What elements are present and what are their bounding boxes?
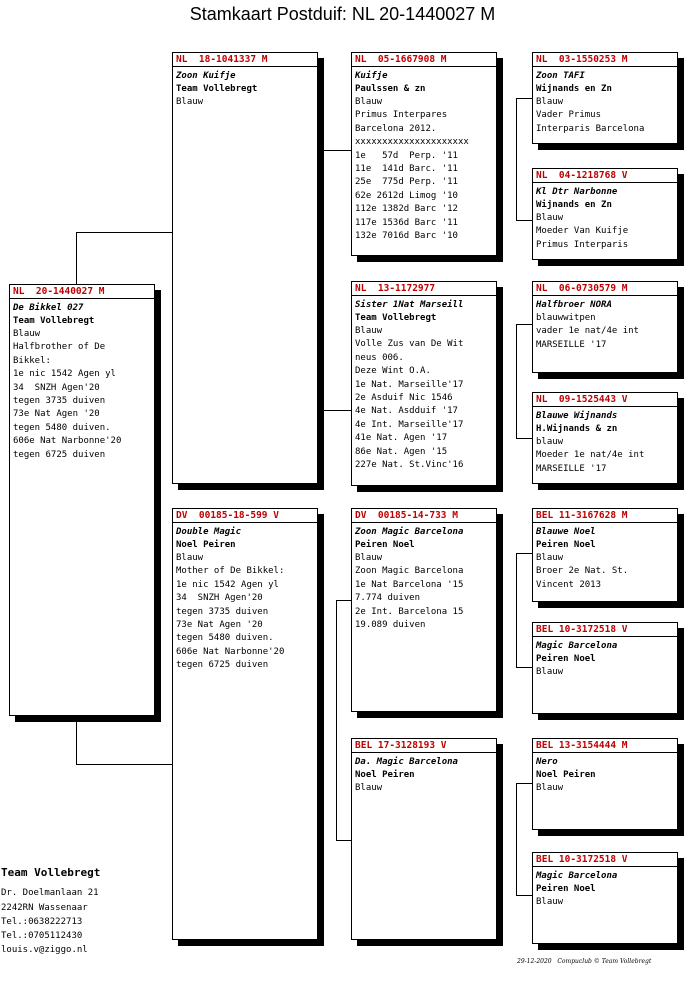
- detail-line: Interparis Barcelona: [536, 123, 645, 134]
- pigeon-card-sss[interactable]: [532, 52, 678, 144]
- detail-line: MARSEILLE '17: [536, 463, 607, 474]
- detail-line: 34 SNZH Agen'20: [13, 382, 100, 393]
- detail-line: Zoon Magic Barcelona: [355, 566, 464, 577]
- detail-line: 7.774 duiven: [355, 593, 421, 604]
- detail-line: 1e Nat Barcelona '15: [355, 579, 464, 590]
- ring-number: BEL 13-3154444 M: [533, 739, 677, 753]
- detail-line: Primus Interparis: [536, 239, 629, 250]
- pigeon-name: Blauwe Noel: [536, 527, 596, 537]
- detail-line: Blauw: [536, 553, 564, 563]
- pigeon-card-dam[interactable]: [172, 508, 318, 940]
- breeder: Team Vollebregt: [13, 316, 95, 326]
- pigeon-card-sire-sire[interactable]: [351, 52, 497, 256]
- pigeon-name: Sister 1Nat Marseill: [355, 300, 464, 310]
- detail-line: Blauw: [355, 326, 383, 336]
- detail-line: 606e Nat Narbonne'20: [176, 646, 285, 657]
- detail-line: Blauw: [355, 553, 383, 563]
- ring-number: NL 06-0730579 M: [533, 282, 677, 296]
- detail-line: Blauw: [176, 97, 204, 107]
- detail-line: 2e Int. Barcelona 15: [355, 606, 464, 617]
- owner-phone-1: Tel.:0638222713: [1, 917, 83, 927]
- detail-line: xxxxxxxxxxxxxxxxxxxxx: [355, 137, 469, 148]
- ring-number: BEL 17-3128193 V: [352, 739, 496, 753]
- owner-address: Dr. Doelmanlaan 21: [1, 888, 99, 898]
- pigeon-name: Magic Barcelona: [536, 641, 618, 651]
- ring-number: NL 04-1218768 V: [533, 169, 677, 183]
- detail-line: Primus Interpares: [355, 110, 448, 121]
- owner-postal: 2242RN Wassenaar: [1, 903, 88, 913]
- pigeon-name: Kuifje: [355, 71, 388, 81]
- breeder: Peiren Noel: [536, 654, 596, 664]
- detail-line: Blauw: [355, 97, 383, 107]
- pigeon-name: Double Magic: [176, 527, 242, 537]
- pigeon-card-subject[interactable]: [9, 284, 155, 716]
- detail-line: MARSEILLE '17: [536, 339, 607, 350]
- breeder: Wijnands en Zn: [536, 200, 612, 210]
- detail-line: Volle Zus van De Wit: [355, 339, 464, 350]
- detail-line: Blauw: [536, 97, 564, 107]
- detail-line: 1e 57d Perp. '11: [355, 150, 458, 161]
- detail-line: Vader Primus: [536, 110, 602, 121]
- ring-number: NL 20-1440027 M: [10, 285, 154, 299]
- breeder: Noel Peiren: [536, 770, 596, 780]
- detail-line: neus 006.: [355, 352, 404, 363]
- breeder: Wijnands en Zn: [536, 84, 612, 94]
- detail-line: 112e 1382d Barc '12: [355, 204, 458, 215]
- detail-line: Halfbrother of De: [13, 342, 106, 353]
- detail-line: Blauw: [536, 213, 564, 223]
- detail-line: 62e 2612d Limog '10: [355, 190, 458, 201]
- detail-line: vader 1e nat/4e int: [536, 326, 639, 337]
- detail-line: 606e Nat Narbonne'20: [13, 436, 122, 447]
- pigeon-name: Kl Dtr Narbonne: [536, 187, 618, 197]
- ring-number: NL 18-1041337 M: [173, 53, 317, 67]
- pigeon-card-dsd[interactable]: [532, 622, 678, 714]
- detail-line: Bikkel:: [13, 355, 51, 366]
- detail-line: 117e 1536d Barc '11: [355, 217, 458, 228]
- detail-line: tegen 5480 duiven.: [176, 633, 274, 644]
- detail-line: Blauw: [176, 553, 204, 563]
- detail-line: blauwwitpen: [536, 313, 596, 323]
- detail-line: 34 SNZH Agen'20: [176, 593, 263, 604]
- owner-phone-2: Tel.:0705112430: [1, 931, 83, 941]
- owner-name: Team Vollebregt: [1, 866, 101, 879]
- detail-line: 1e nic 1542 Agen yl: [13, 369, 116, 380]
- pigeon-name: Nero: [536, 757, 558, 767]
- pigeon-card-ssd[interactable]: [532, 168, 678, 260]
- detail-line: 1e nic 1542 Agen yl: [176, 579, 279, 590]
- detail-line: Blauw: [355, 783, 383, 793]
- detail-line: 25e 775d Perp. '11: [355, 177, 458, 188]
- pigeon-name: Magic Barcelona: [536, 871, 618, 881]
- detail-line: Broer 2e Nat. St.: [536, 566, 629, 577]
- ring-number: NL 05-1667908 M: [352, 53, 496, 67]
- detail-line: Deze Wint O.A.: [355, 366, 431, 377]
- ring-number: NL 13-1172977: [352, 282, 496, 296]
- breeder: H.Wijnands & zn: [536, 424, 618, 434]
- breeder: Peiren Noel: [536, 884, 596, 894]
- breeder: Noel Peiren: [355, 770, 415, 780]
- pigeon-card-sds[interactable]: [532, 281, 678, 373]
- detail-line: blauw: [536, 437, 564, 447]
- pigeon-card-dss[interactable]: [532, 508, 678, 602]
- pigeon-card-dam-sire[interactable]: [351, 508, 497, 712]
- ring-number: BEL 10-3172518 V: [533, 623, 677, 637]
- detail-line: 73e Nat Agen '20: [176, 620, 263, 631]
- detail-line: 11e 141d Barc. '11: [355, 164, 458, 175]
- pigeon-card-ddd[interactable]: [532, 852, 678, 944]
- pigeon-name: Blauwe Wijnands: [536, 411, 618, 421]
- footnote: 29-12-2020 Compuclub © Team Vollebregt: [517, 958, 652, 965]
- breeder: Peiren Noel: [536, 540, 596, 550]
- detail-line: 19.089 duiven: [355, 620, 426, 631]
- detail-line: 86e Nat. Agen '15: [355, 446, 448, 457]
- pigeon-name: Zoon Magic Barcelona: [355, 527, 464, 537]
- detail-line: 227e Nat. St.Vinc'16: [355, 460, 464, 471]
- pigeon-name: De Bikkel 027: [13, 303, 84, 313]
- detail-line: tegen 5480 duiven.: [13, 422, 111, 433]
- pigeon-card-dds[interactable]: [532, 738, 678, 830]
- detail-line: 132e 7016d Barc '10: [355, 231, 458, 242]
- detail-line: Mother of De Bikkel:: [176, 566, 285, 577]
- page-title: Stamkaart Postduif: NL 20-1440027 M: [189, 4, 496, 24]
- pigeon-card-sire-dam[interactable]: [351, 281, 497, 486]
- detail-line: tegen 6725 duiven: [176, 660, 269, 671]
- detail-line: tegen 6725 duiven: [13, 449, 106, 460]
- detail-line: Moeder 1e nat/4e int: [536, 450, 645, 461]
- breeder: Peiren Noel: [355, 540, 415, 550]
- pigeon-card-sire[interactable]: [172, 52, 318, 484]
- detail-line: Vincent 2013: [536, 579, 602, 590]
- pigeon-card-dam-dam[interactable]: [351, 738, 497, 940]
- detail-line: Moeder Van Kuifje: [536, 226, 629, 237]
- detail-line: Blauw: [536, 667, 564, 677]
- detail-line: tegen 3735 duiven: [13, 396, 106, 407]
- ring-number: BEL 11-3167628 M: [533, 509, 677, 523]
- detail-line: 2e Asduif Nic 1546: [355, 393, 453, 404]
- detail-line: Blauw: [13, 329, 41, 339]
- owner-email[interactable]: louis.v@ziggo.nl: [1, 945, 88, 955]
- ring-number: NL 09-1525443 V: [533, 393, 677, 407]
- ring-number: DV 00185-14-733 M: [352, 509, 496, 523]
- pigeon-name: Da. Magic Barcelona: [355, 757, 458, 767]
- detail-line: Blauw: [536, 783, 564, 793]
- pigeon-name: Halfbroer NORA: [536, 300, 612, 310]
- detail-line: Blauw: [536, 897, 564, 907]
- detail-line: 1e Nat. Marseille'17: [355, 379, 464, 390]
- breeder: Paulssen & zn: [355, 84, 426, 94]
- ring-number: DV 00185-18-599 V: [173, 509, 317, 523]
- breeder: Noel Peiren: [176, 540, 236, 550]
- pigeon-card-sdd[interactable]: [532, 392, 678, 484]
- pigeon-name: Zoon Kuifje: [176, 71, 236, 81]
- detail-line: tegen 3735 duiven: [176, 606, 269, 617]
- breeder: Team Vollebregt: [355, 313, 437, 323]
- pigeon-name: Zoon TAFI: [536, 71, 585, 81]
- detail-line: 4e Int. Marseille'17: [355, 419, 464, 430]
- detail-line: 4e Nat. Asdduif '17: [355, 406, 458, 417]
- ring-number: NL 03-1550253 M: [533, 53, 677, 67]
- detail-line: 73e Nat Agen '20: [13, 409, 100, 420]
- detail-line: Barcelona 2012.: [355, 123, 437, 134]
- ring-number: BEL 10-3172518 V: [533, 853, 677, 867]
- detail-line: 41e Nat. Agen '17: [355, 433, 448, 444]
- breeder: Team Vollebregt: [176, 84, 258, 94]
